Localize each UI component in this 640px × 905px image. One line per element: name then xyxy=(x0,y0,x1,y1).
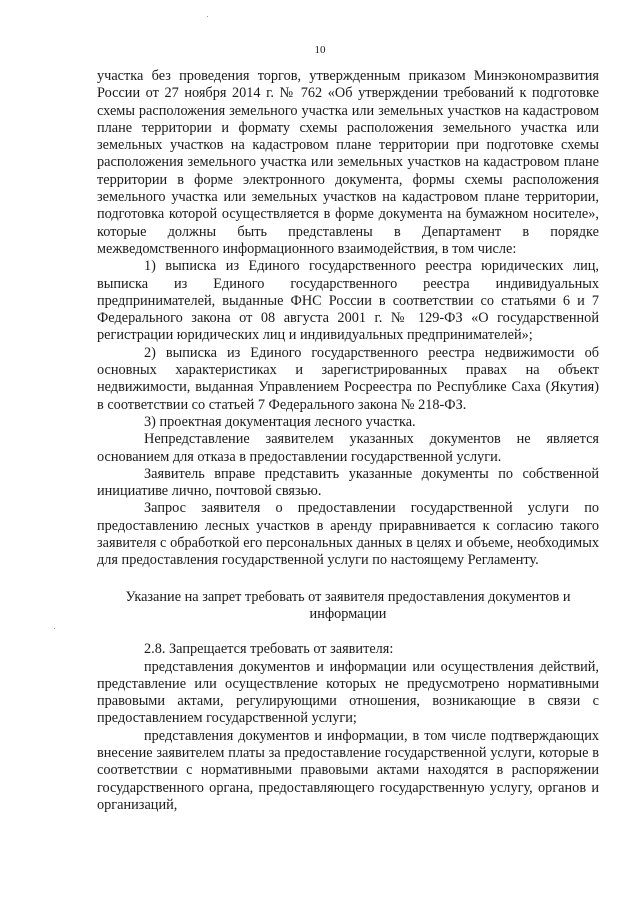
paragraph-non-submission: Непредставление заявителем указанных документов не является основанием для отказа в предоставлении государственной услуги. xyxy=(97,431,599,465)
clause-item-documents: представления документов и информации, в том числе подтверждающих внесение заявителем платы за предоставление государственной услуги, которые в соответствии с нормативными правовыми актами находятся в распоряжении государственного органа, предоставляющего государственную услугу, органов и организаций, xyxy=(97,727,599,813)
scan-speck xyxy=(54,628,55,629)
list-item-3: 3) проектная документация лесного участка. xyxy=(144,413,416,430)
section-heading: Указание на запрет требовать от заявителя предоставления документов и информации xyxy=(125,588,571,622)
document-body xyxy=(97,68,599,814)
list-item-2: 2) выписка из Единого государственного реестра недвижимости об основных характеристиках и зарегистрированных правах на объект недвижимости, выданная Управлением Росреестра по Республике Саха (Якутия) в соответствии со статьей 7 Федерального закона № 218-ФЗ. xyxy=(97,344,599,413)
clause-2-8: 2.8. Запрещается требовать от заявителя: xyxy=(144,641,394,658)
list-item-1: 1) выписка из Единого государственного реестра юридических лиц, выписка из Единого государственного реестра индивидуальных предпринимателей, выданные ФНС России в соответствии со статьями 6 и 7 Федерального закона от 08 августа 2001 г. № 129-ФЗ «О государственной регистрации юридических лиц и индивидуальных предпринимателей»; xyxy=(97,258,599,344)
paragraph-continuation: участка без проведения торгов, утвержденным приказом Минэкономразвития России от 27 ноября 2014 г. № 762 «Об утверждении требований к подготовке схемы расположения земельного участка или земельных участков на кадастровом плане территории и формату схемы расположения земельного участка или земельных участков на кадастровом плане территории при подготовке схемы расположения земельного участка или земельных участков на кадастровом плане территории в форме электронного документа, формы схемы расположения земельного участка или земельных участков на кадастровом плане территории, подготовка которой осуществляется в форме документа на бумажном носителе», которые должны быть представлены в Департамент в порядке межведомственного информационного взаимодействия, в том числе: xyxy=(97,68,599,257)
paragraph-consent: Запрос заявителя о предоставлении государственной услуги по предоставлению лесных участков в аренду приравнивается к согласию такого заявителя с обработкой его персональных данных в целях и объеме, необходимых для предоставления государственной услуги по настоящему Регламенту. xyxy=(97,500,599,569)
paragraph-own-initiative: Заявитель вправе представить указанные документы по собственной инициативе лично, почтовой связью. xyxy=(97,465,599,500)
page-number: 10 xyxy=(314,44,326,56)
scan-speck xyxy=(207,16,208,17)
clause-item-actions: представления документов и информации или осуществления действий, представление или осуществление которых не предусмотрено нормативными правовыми актами, регулирующими отношения, возникающие в связи с предоставлением государственной услуги; xyxy=(97,658,599,727)
